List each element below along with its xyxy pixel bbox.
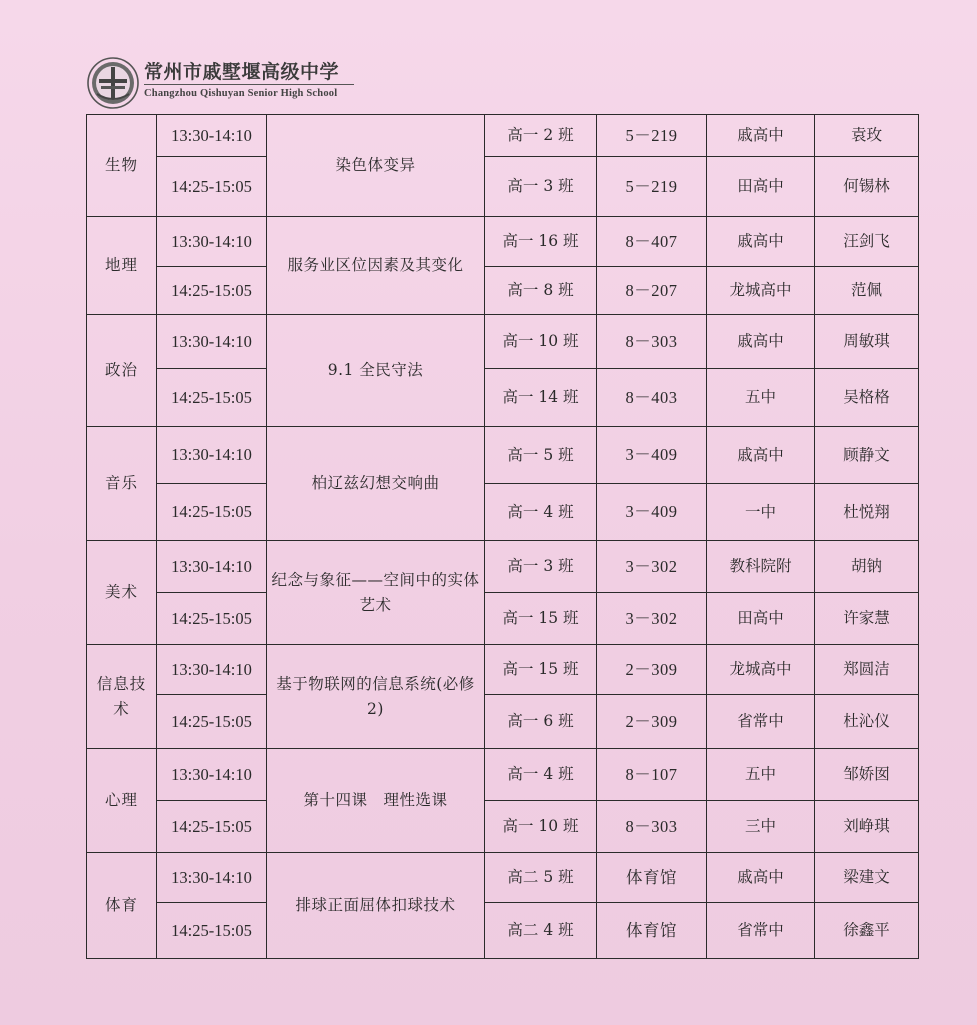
teacher-cell: 刘峥琪: [815, 801, 919, 853]
school-cell: 龙城高中: [707, 645, 815, 695]
class-cell: 高一 6 班: [485, 695, 597, 749]
class-cell: 高一 14 班: [485, 369, 597, 427]
subject-cell: 信息技术: [87, 645, 157, 749]
teacher-cell: 顾静文: [815, 427, 919, 484]
school-cell: 一中: [707, 484, 815, 541]
subject-cell: 地理: [87, 217, 157, 315]
table-row: [87, 749, 919, 801]
time-cell: 14:25-15:05: [157, 369, 267, 427]
school-header: [86, 54, 386, 112]
teacher-cell: 汪剑飞: [815, 217, 919, 267]
subject-cell: 音乐: [87, 427, 157, 541]
school-cell: 省常中: [707, 695, 815, 749]
class-cell: 高二 5 班: [485, 853, 597, 903]
topic-cell: 染色体变异: [267, 115, 485, 217]
topic-cell: 纪念与象征——空间中的实体艺术: [267, 541, 485, 645]
class-cell: 高二 4 班: [485, 903, 597, 959]
school-cell: 五中: [707, 369, 815, 427]
lesson-schedule-table: [86, 114, 919, 959]
table-row: [87, 157, 919, 217]
subject-cell: 心理: [87, 749, 157, 853]
teacher-cell: 许家慧: [815, 593, 919, 645]
school-cell: 省常中: [707, 903, 815, 959]
time-cell: 13:30-14:10: [157, 645, 267, 695]
school-cell: 戚高中: [707, 427, 815, 484]
time-cell: 14:25-15:05: [157, 801, 267, 853]
school-cell: 田高中: [707, 593, 815, 645]
class-cell: 高一 4 班: [485, 484, 597, 541]
time-cell: 14:25-15:05: [157, 157, 267, 217]
school-cell: 教科院附: [707, 541, 815, 593]
table-row: [87, 315, 919, 369]
table-row: [87, 593, 919, 645]
time-cell: 14:25-15:05: [157, 593, 267, 645]
teacher-cell: 周敏琪: [815, 315, 919, 369]
time-cell: 13:30-14:10: [157, 427, 267, 484]
time-cell: 13:30-14:10: [157, 541, 267, 593]
class-cell: 高一 15 班: [485, 593, 597, 645]
teacher-cell: 杜沁仪: [815, 695, 919, 749]
room-cell: 3－302: [597, 593, 707, 645]
school-name-english: Changzhou Qishuyan Senior High School: [144, 88, 338, 99]
teacher-cell: 袁玫: [815, 115, 919, 157]
room-cell: 8－403: [597, 369, 707, 427]
school-name-chinese: 常州市戚墅堰高级中学: [144, 61, 340, 83]
school-cell: 龙城高中: [707, 267, 815, 315]
time-cell: 14:25-15:05: [157, 267, 267, 315]
teacher-cell: 郑圆洁: [815, 645, 919, 695]
time-cell: 13:30-14:10: [157, 315, 267, 369]
teacher-cell: 吴格格: [815, 369, 919, 427]
subject-cell: 美术: [87, 541, 157, 645]
topic-cell: 第十四课 理性选课: [267, 749, 485, 853]
teacher-cell: 邹娇囡: [815, 749, 919, 801]
time-cell: 13:30-14:10: [157, 749, 267, 801]
table-row: [87, 903, 919, 959]
topic-cell: 基于物联网的信息系统(必修 2): [267, 645, 485, 749]
time-cell: 13:30-14:10: [157, 853, 267, 903]
table-row: [87, 369, 919, 427]
topic-cell: 柏辽兹幻想交响曲: [267, 427, 485, 541]
room-cell: 8－407: [597, 217, 707, 267]
room-cell: 3－409: [597, 484, 707, 541]
time-cell: 13:30-14:10: [157, 115, 267, 157]
subject-cell: 政治: [87, 315, 157, 427]
teacher-cell: 杜悦翔: [815, 484, 919, 541]
room-cell: 3－302: [597, 541, 707, 593]
table-row: [87, 267, 919, 315]
table-row: [87, 115, 919, 157]
teacher-cell: 范佩: [815, 267, 919, 315]
room-cell: 8－303: [597, 315, 707, 369]
teacher-cell: 胡钠: [815, 541, 919, 593]
table-row: [87, 541, 919, 593]
subject-cell: 生物: [87, 115, 157, 217]
time-cell: 14:25-15:05: [157, 903, 267, 959]
class-cell: 高一 2 班: [485, 115, 597, 157]
school-cell: 戚高中: [707, 217, 815, 267]
table-row: [87, 695, 919, 749]
table-row: [87, 801, 919, 853]
room-cell: 体育馆: [597, 903, 707, 959]
room-cell: 2－309: [597, 645, 707, 695]
room-cell: 5－219: [597, 157, 707, 217]
topic-cell: 排球正面屈体扣球技术: [267, 853, 485, 959]
class-cell: 高一 15 班: [485, 645, 597, 695]
class-cell: 高一 10 班: [485, 801, 597, 853]
class-cell: 高一 3 班: [485, 157, 597, 217]
class-cell: 高一 5 班: [485, 427, 597, 484]
time-cell: 14:25-15:05: [157, 484, 267, 541]
school-cell: 戚高中: [707, 115, 815, 157]
school-cell: 五中: [707, 749, 815, 801]
table-row: [87, 217, 919, 267]
class-cell: 高一 4 班: [485, 749, 597, 801]
school-cell: 田高中: [707, 157, 815, 217]
class-cell: 高一 8 班: [485, 267, 597, 315]
room-cell: 8－107: [597, 749, 707, 801]
room-cell: 8－303: [597, 801, 707, 853]
time-cell: 13:30-14:10: [157, 217, 267, 267]
school-cell: 戚高中: [707, 853, 815, 903]
room-cell: 8－207: [597, 267, 707, 315]
school-cell: 戚高中: [707, 315, 815, 369]
class-cell: 高一 10 班: [485, 315, 597, 369]
room-cell: 2－309: [597, 695, 707, 749]
table-row: [87, 484, 919, 541]
table-row: [87, 427, 919, 484]
subject-cell: 体育: [87, 853, 157, 959]
room-cell: 3－409: [597, 427, 707, 484]
teacher-cell: 徐鑫平: [815, 903, 919, 959]
class-cell: 高一 3 班: [485, 541, 597, 593]
topic-cell: 9.1 全民守法: [267, 315, 485, 427]
teacher-cell: 梁建文: [815, 853, 919, 903]
teacher-cell: 何锡林: [815, 157, 919, 217]
school-logo-icon: [86, 56, 140, 110]
topic-cell: 服务业区位因素及其变化: [267, 217, 485, 315]
time-cell: 14:25-15:05: [157, 695, 267, 749]
header-rule: [144, 84, 354, 85]
room-cell: 5－219: [597, 115, 707, 157]
class-cell: 高一 16 班: [485, 217, 597, 267]
room-cell: 体育馆: [597, 853, 707, 903]
school-cell: 三中: [707, 801, 815, 853]
table-row: [87, 853, 919, 903]
table-row: [87, 645, 919, 695]
